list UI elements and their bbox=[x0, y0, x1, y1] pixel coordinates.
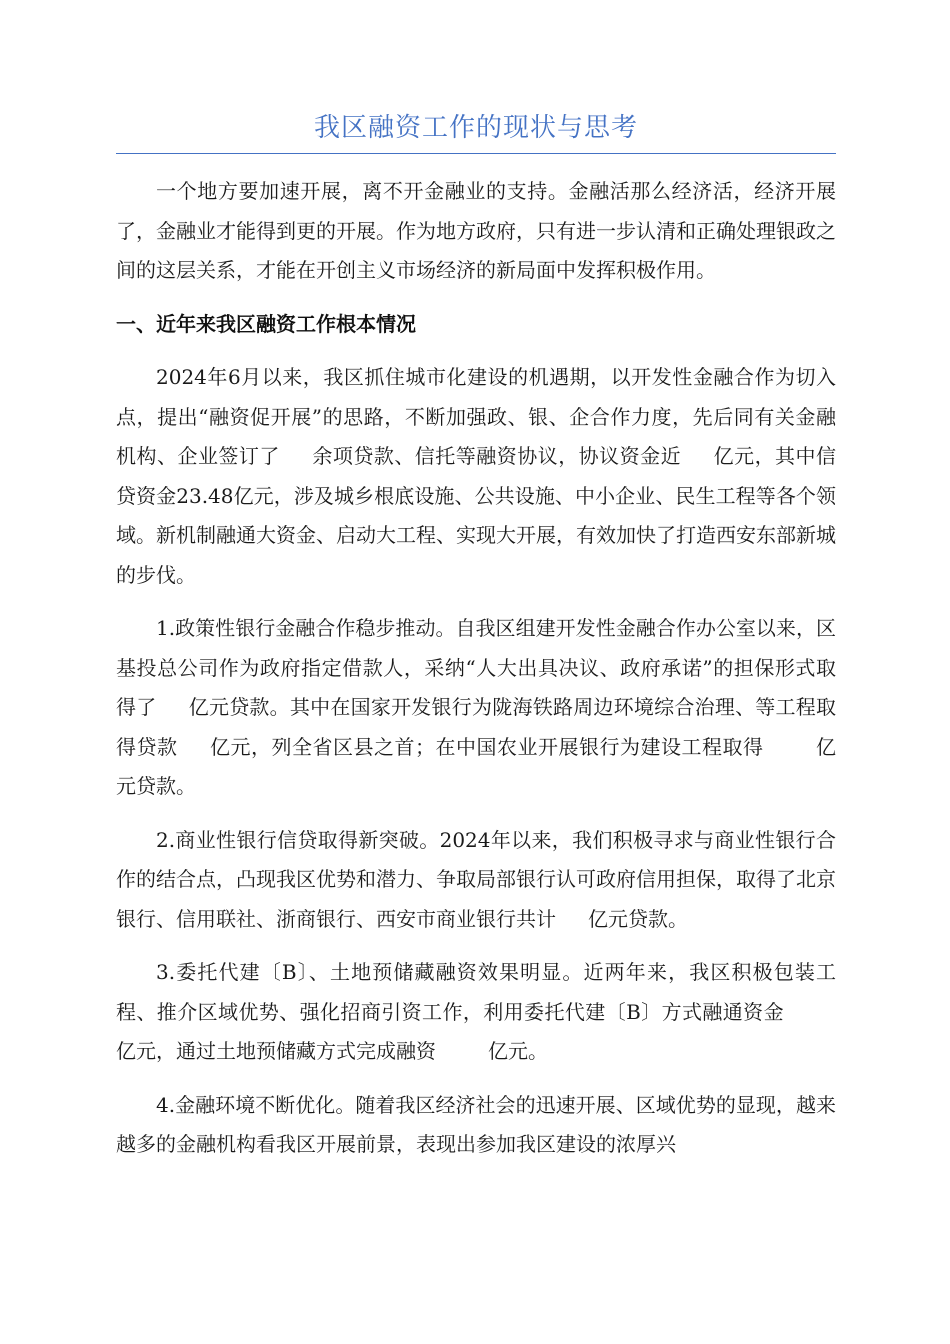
paragraph-overview bbox=[116, 358, 836, 595]
document-title: 我区融资工作的现状与思考 bbox=[313, 113, 638, 143]
text-run: 亿元，列全省区县之首；在中国农业开展银行为建设工程取得 bbox=[209, 734, 764, 759]
title-underline bbox=[116, 153, 836, 154]
paragraph-bt-land bbox=[116, 953, 836, 1072]
paragraph-commercial-bank bbox=[116, 821, 836, 940]
text-run: 亿元，通过土地预储藏方式完成融资 bbox=[116, 1039, 436, 1063]
text-run: 1.政策性银行金融合作稳步推动。自我区组建开发性金融合作办公室以来，区基投总公司作为政府指定借款人，采纳“人大出具决议、政府承诺”的担保形式取得了 bbox=[116, 616, 836, 719]
text-run: 亿元。 bbox=[488, 1039, 548, 1063]
text-run: 2.商业性银行信贷取得新突破。2024年以来，我们积极寻求与商业性银行合作的结合点，凸现我区优势和潜力、争取局部银行认可政府信用担保，取得了北京银行、信用联社、浙商银行、西安市商业银行共计 bbox=[116, 827, 836, 931]
text-run: 亿元贷款。 bbox=[116, 734, 836, 798]
text-run: 余项贷款、信托等融资协议，协议资金近 bbox=[311, 444, 682, 468]
text-run: 3.委托代建〔B〕、土地预储藏融资效果明显。近两年来，我区积极包装工程、推介区域优势、强化招商引资工作，利用委托代建〔B〕方式融通资金 bbox=[116, 960, 836, 1024]
paragraph-finance-environment: 4.金融环境不断优化。随着我区经济社会的迅速开展、区域优势的显现，越来越多的金融机构看我区开展前景，表现出参加我区建设的浓厚兴 bbox=[116, 1092, 836, 1156]
text-run: 亿元，其中信贷资金23.48亿元，涉及城乡根底设施、公共设施、中小企业、民生工程等各个领域。新机制融通大资金、启动大工程、实现大开展，有效加快了打造西安东部新城的步伐。 bbox=[116, 444, 837, 587]
text-run: 亿元贷款。其中在国家开发银行为陇海铁路周边环境综合治理、等工程取得贷款 bbox=[116, 695, 837, 759]
text-run: 亿元贷款。 bbox=[588, 906, 688, 931]
section-heading: 一、近年来我区融资工作根本情况 bbox=[116, 311, 416, 336]
intro-paragraph: 一个地方要加速开展，离不开金融业的支持。金融活那么经济活，经济开展了，金融业才能得到更的开展。作为地方政府，只有进一步认清和正确处理银政之间的这层关系，才能在开创主义市场经济的新局面中发挥积极作用。 bbox=[116, 179, 836, 282]
text-run: 2024年6月以来，我区抓住城市化建设的机遇期，以开发性金融合作为切入点，提出“融资促开展”的思路，不断加强政、银、企合作力度，先后同有关金融机构、企业签订了 bbox=[116, 365, 836, 468]
paragraph-policy-bank bbox=[116, 609, 836, 807]
document-body bbox=[116, 172, 836, 1179]
